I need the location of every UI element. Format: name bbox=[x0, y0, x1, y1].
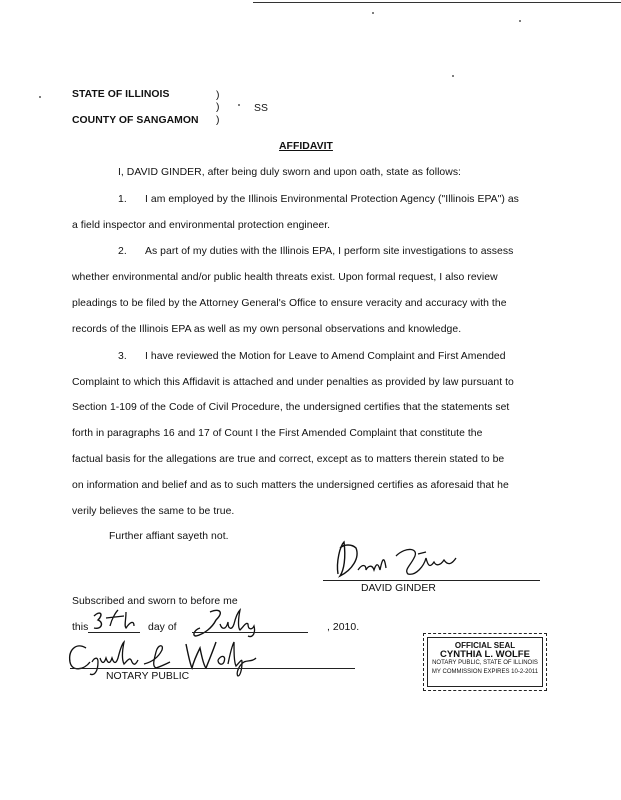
caption-state: STATE OF ILLINOIS bbox=[72, 89, 170, 100]
paragraph-line: Complaint to which this Affidavit is attached and under penalties as provided by law pursuant to bbox=[72, 377, 514, 388]
document-title: AFFIDAVIT bbox=[279, 141, 333, 152]
caption-brace: ) bbox=[216, 102, 220, 113]
paragraph-line: verily believes the same to be true. bbox=[72, 506, 235, 517]
paragraph-line: forth in paragraphs 16 and 17 of Count I the First Amended Complaint that constitute the bbox=[72, 428, 483, 439]
scan-edge-line bbox=[253, 2, 621, 3]
caption-ss: SS bbox=[254, 103, 268, 114]
notary-label: NOTARY PUBLIC bbox=[106, 671, 190, 682]
affiant-name: DAVID GINDER bbox=[361, 583, 436, 594]
paragraph-line: factual basis for the allegations are true and correct, except as to matters therein stated to be bbox=[72, 454, 505, 465]
scan-speck bbox=[452, 75, 454, 77]
affiant-signature-line bbox=[323, 580, 540, 581]
seal-name: CYNTHIA L. WOLFE bbox=[440, 649, 530, 660]
paragraph-line: I have reviewed the Motion for Leave to Amend Complaint and First Amended bbox=[145, 351, 506, 362]
scan-speck bbox=[238, 104, 240, 106]
seal-expiration: MY COMMISSION EXPIRES 10-2-2011 bbox=[431, 669, 539, 675]
scan-speck bbox=[519, 20, 521, 22]
notary-signature-line bbox=[70, 668, 355, 669]
paragraph-line: pleadings to be filed by the Attorney General's Office to ensure veracity and accuracy with the bbox=[72, 298, 507, 309]
paragraph-number: 2. bbox=[118, 246, 127, 257]
paragraph-line: a field inspector and environmental protection engineer. bbox=[72, 220, 331, 231]
paragraph-line: on information and belief and as to such matters the undersigned certifies as aforesaid that he bbox=[72, 480, 509, 491]
paragraph-number: 3. bbox=[118, 351, 127, 362]
jurat-day-handwritten bbox=[90, 608, 140, 634]
paragraph-line: records of the Illinois EPA as well as my own personal observations and knowledge. bbox=[72, 324, 462, 335]
paragraph-line: I am employed by the Illinois Environmental Protection Agency ("Illinois EPA") as bbox=[145, 194, 519, 205]
affiant-signature bbox=[326, 536, 476, 582]
caption-county: COUNTY OF SANGAMON bbox=[72, 115, 199, 126]
notary-seal-inner bbox=[427, 637, 543, 687]
scan-speck bbox=[372, 12, 374, 14]
jurat-day-line bbox=[88, 632, 140, 633]
notary-seal bbox=[423, 633, 547, 691]
paragraph-line: whether environmental and/or public health threats exist. Upon formal request, I also review bbox=[72, 272, 498, 283]
paragraph-line: Section 1-109 of the Code of Civil Procedure, the undersigned certifies that the statements set bbox=[72, 402, 510, 413]
jurat-year: , 2010. bbox=[327, 622, 360, 633]
scan-speck bbox=[39, 96, 41, 98]
paragraph-line: As part of my duties with the Illinois EPA, I perform site investigations to assess bbox=[145, 246, 514, 257]
caption-brace: ) bbox=[216, 90, 220, 101]
jurat-this: this bbox=[72, 622, 89, 633]
seal-title: OFFICIAL SEAL bbox=[454, 641, 516, 650]
paragraph-number: 1. bbox=[118, 194, 127, 205]
seal-state: NOTARY PUBLIC, STATE OF ILLINOIS bbox=[432, 660, 538, 666]
caption-brace: ) bbox=[216, 115, 220, 126]
jurat-month-handwritten bbox=[190, 606, 270, 640]
jurat-day-of: day of bbox=[148, 622, 177, 633]
closing-text: Further affiant sayeth not. bbox=[109, 531, 229, 542]
jurat-subscribed: Subscribed and sworn to before me bbox=[72, 596, 238, 607]
jurat-month-line bbox=[192, 632, 308, 633]
intro-text: I, DAVID GINDER, after being duly sworn and upon oath, state as follows: bbox=[118, 167, 461, 178]
